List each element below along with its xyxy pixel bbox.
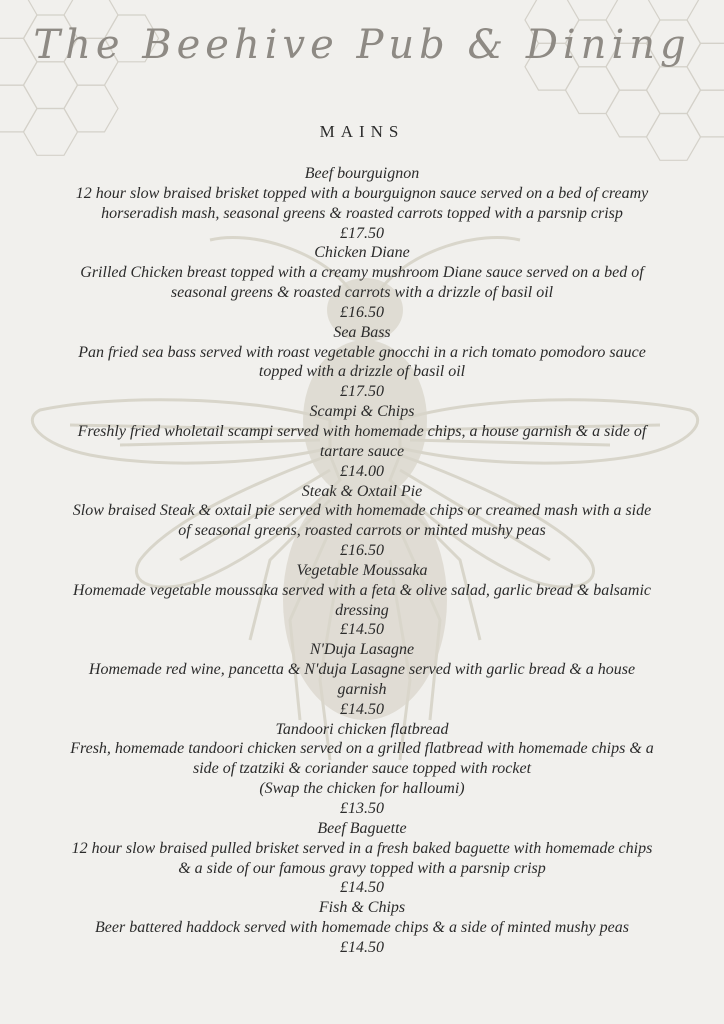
- menu-item-price: £17.50: [340, 224, 384, 242]
- menu-item-description: (Swap the chicken for halloumi): [259, 780, 465, 798]
- menu-item-description: tartare sauce: [319, 442, 405, 460]
- menu-item-price: £14.50: [340, 700, 384, 718]
- menu-item-name: Tandoori chicken flatbread: [275, 720, 449, 738]
- menu-item-name: Beef bourguignon: [304, 165, 420, 182]
- menu-item: [30, 482, 694, 561]
- menu-item-price: £17.50: [340, 383, 384, 401]
- menu-item-price: £14.50: [340, 938, 384, 956]
- menu-item-name: Scampi & Chips: [309, 403, 415, 421]
- menu-item-price: £13.50: [340, 800, 384, 817]
- menu-item-price: £14.50: [340, 879, 384, 897]
- menu-item-price: £16.50: [340, 542, 384, 560]
- menu-item-description: topped with a drizzle of basil oil: [258, 363, 466, 381]
- menu-item-description: & a side of our famous gravy topped with a parsnip crisp: [178, 859, 546, 877]
- menu-item: [30, 561, 694, 640]
- menu-item: [30, 402, 694, 481]
- menu-item-description: Fresh, homemade tandoori chicken served on a grilled flatbread with homemade chips & a: [70, 740, 654, 758]
- menu-item-name: Steak & Oxtail Pie: [301, 482, 423, 500]
- menu-item-description: dressing: [335, 601, 389, 619]
- menu-item-description: Grilled Chicken breast topped with a creamy mushroom Diane sauce served on a bed of: [80, 264, 644, 282]
- menu-item: [30, 720, 694, 819]
- menu-item: [30, 640, 694, 719]
- menu-item: [30, 243, 694, 322]
- menu-item-name: Vegetable Moussaka: [296, 561, 428, 579]
- menu-item-description: seasonal greens & roasted carrots with a drizzle of basil oil: [170, 284, 554, 302]
- menu-item-description: of seasonal greens, roasted carrots or minted mushy peas: [178, 522, 546, 540]
- menu-item-price: £14.50: [340, 621, 384, 639]
- menu-item-description: Freshly fried wholetail scampi served with homemade chips, a house garnish & a side of: [77, 422, 647, 440]
- menu-item-description: Homemade red wine, pancetta & N'duja Lasagne served with garlic bread & a house: [88, 661, 636, 679]
- menu-item-description: 12 hour slow braised brisket topped with a bourguignon sauce served on a bed of creamy: [75, 184, 649, 202]
- menu-item: [30, 819, 694, 898]
- menu-item-name: Sea Bass: [333, 323, 391, 341]
- menu-item-name: Chicken Diane: [314, 244, 410, 262]
- menu-item-price: £14.00: [340, 462, 384, 480]
- menu-item-description: Slow braised Steak & oxtail pie served with homemade chips or creamed mash with a side: [72, 502, 652, 520]
- restaurant-name: The Beehive Pub & Dining: [33, 22, 691, 68]
- section-title: MAINS: [319, 122, 405, 141]
- menu-item-description: garnish: [337, 680, 387, 698]
- menu-item: [30, 898, 694, 958]
- menu-list: [30, 164, 694, 958]
- menu-item-name: Beef Baguette: [317, 819, 407, 837]
- menu-item-description: 12 hour slow braised pulled brisket served in a fresh baked baguette with homemade chips: [71, 839, 653, 857]
- menu-item-description: side of tzatziki & coriander sauce topped with rocket: [192, 760, 532, 778]
- menu-item-description: Beer battered haddock served with homemade chips & a side of minted mushy peas: [95, 919, 629, 937]
- menu-item-name: Fish & Chips: [318, 899, 406, 917]
- menu-item-price: £16.50: [340, 303, 384, 321]
- menu-item-name: N'Duja Lasagne: [309, 641, 415, 659]
- menu-item: [30, 323, 694, 402]
- menu-item-description: Homemade vegetable moussaka served with a feta & olive salad, garlic bread & balsamic: [73, 581, 651, 599]
- menu-item: [30, 164, 694, 243]
- menu-item-description: Pan fried sea bass served with roast vegetable gnocchi in a rich tomato pomodoro sauce: [78, 343, 646, 361]
- menu-item-description: horseradish mash, seasonal greens & roasted carrots topped with a parsnip crisp: [101, 204, 623, 222]
